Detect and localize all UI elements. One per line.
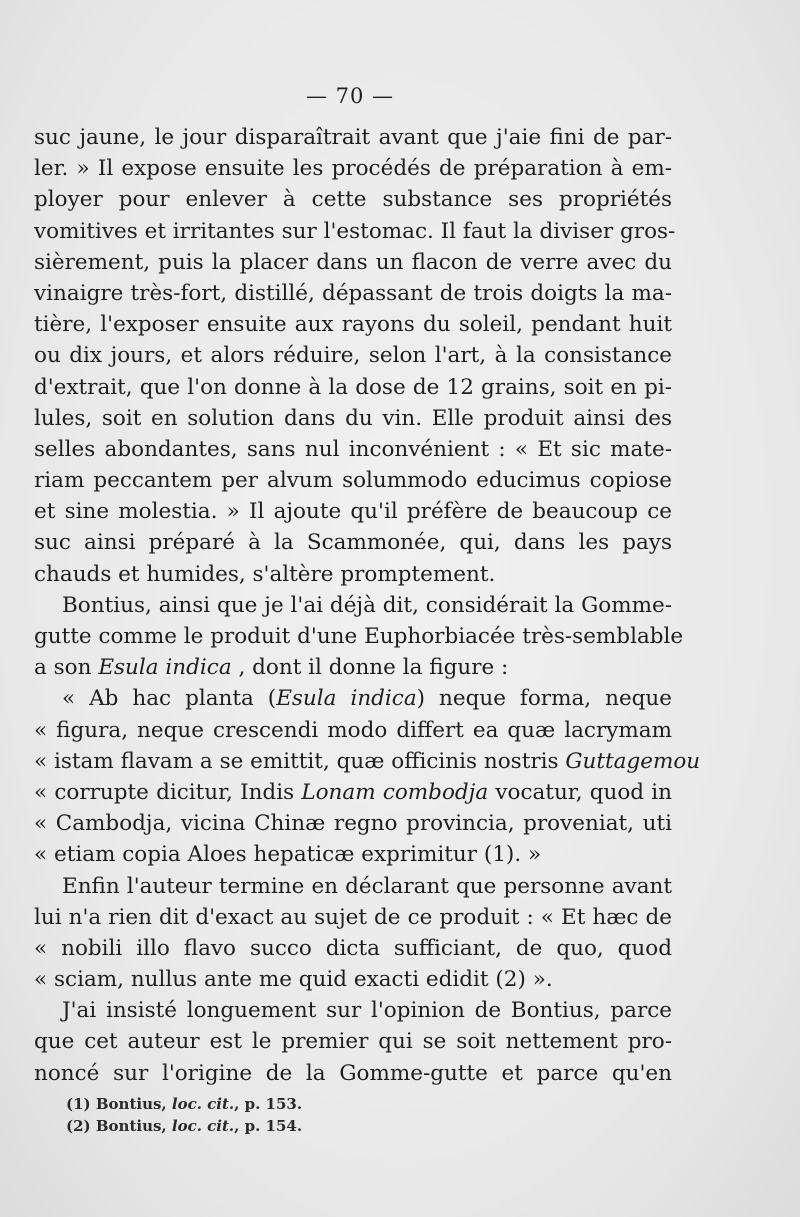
text-line: a son Esula indica , dont il donne la figure :: [34, 655, 509, 681]
text-line: noncé sur l'origine de la Gomme-gutte et parce qu'en: [34, 1060, 672, 1086]
text-line: « nobili illo flavo succo dicta sufficiant, de quo, quod: [34, 935, 672, 961]
text-line: riam peccantem per alvum solummodo educimus copiose: [34, 468, 672, 494]
text-line: sièrement, puis la placer dans un flacon de verre avec du: [34, 249, 672, 275]
text-line: vinaigre très-fort, distillé, dépassant de trois doigts la ma-: [34, 280, 672, 306]
text-line: suc ainsi préparé à la Scammonée, qui, dans les pays: [34, 530, 672, 556]
text-line: tière, l'exposer ensuite aux rayons du soleil, pendant huit: [34, 312, 672, 338]
text-line: « Ab hac planta (Esula indica) neque forma, neque: [62, 686, 673, 712]
text-line: d'extrait, que l'on donne à la dose de 12 grains, soit en pi-: [34, 374, 672, 400]
text-line: « corrupte dicitur, Indis Lonam combodja vocatur, quod in: [34, 779, 673, 805]
text-line: Enfin l'auteur termine en déclarant que personne avant: [62, 873, 672, 899]
text-line: « etiam copia Aloes hepaticæ exprimitur (1). »: [34, 842, 542, 868]
text-line: « Cambodja, vicina Chinæ regno provincia, proveniat, uti: [34, 811, 672, 837]
text-line: ler. » Il expose ensuite les procédés de préparation à em-: [34, 156, 672, 182]
text-line: lui n'a rien dit d'exact au sujet de ce produit : « Et hæc de: [34, 904, 672, 930]
footnote: (2) Bontius, loc. cit., p. 154.: [66, 1117, 303, 1135]
text-line: ou dix jours, et alors réduire, selon l'art, à la consistance: [34, 343, 672, 369]
text-line: et sine molestia. » Il ajoute qu'il préfère de beaucoup ce: [34, 499, 672, 525]
text-line: gutte comme le produit d'une Euphorbiacée très-semblable: [34, 624, 684, 649]
text-line: que cet auteur est le premier qui se soit nettement pro-: [34, 1029, 672, 1055]
text-line: chauds et humides, s'altère promptement.: [34, 561, 496, 587]
text-line: « figura, neque crescendi modo differt ea quæ lacrymam: [34, 717, 672, 743]
text-line: selles abondantes, sans nul inconvénient : « Et sic mate-: [34, 436, 672, 462]
text-line: « sciam, nullus ante me quid exacti edidit (2) ».: [34, 967, 553, 993]
text-line: suc jaune, le jour disparaîtrait avant que j'aie fini de par-: [34, 125, 672, 150]
text-line: Bontius, ainsi que je l'ai déjà dit, considérait la Gomme-: [62, 592, 672, 618]
body-text: [34, 122, 701, 1089]
text-line: lules, soit en solution dans du vin. Elle produit ainsi des: [34, 405, 672, 431]
footnote: (1) Bontius, loc. cit., p. 153.: [66, 1095, 303, 1113]
footnotes: [66, 1093, 666, 1137]
text-line: vomitives et irritantes sur l'estomac. Il faut la diviser gros-: [34, 218, 676, 244]
page-number: — 70 —: [305, 84, 395, 108]
text-line: ployer pour enlever à cette substance ses propriétés: [34, 187, 672, 213]
text-line: J'ai insisté longuement sur l'opinion de Bontius, parce: [62, 998, 672, 1024]
text-line: « istam flavam a se emittit, quæ officinis nostris Guttagemou: [34, 748, 701, 774]
